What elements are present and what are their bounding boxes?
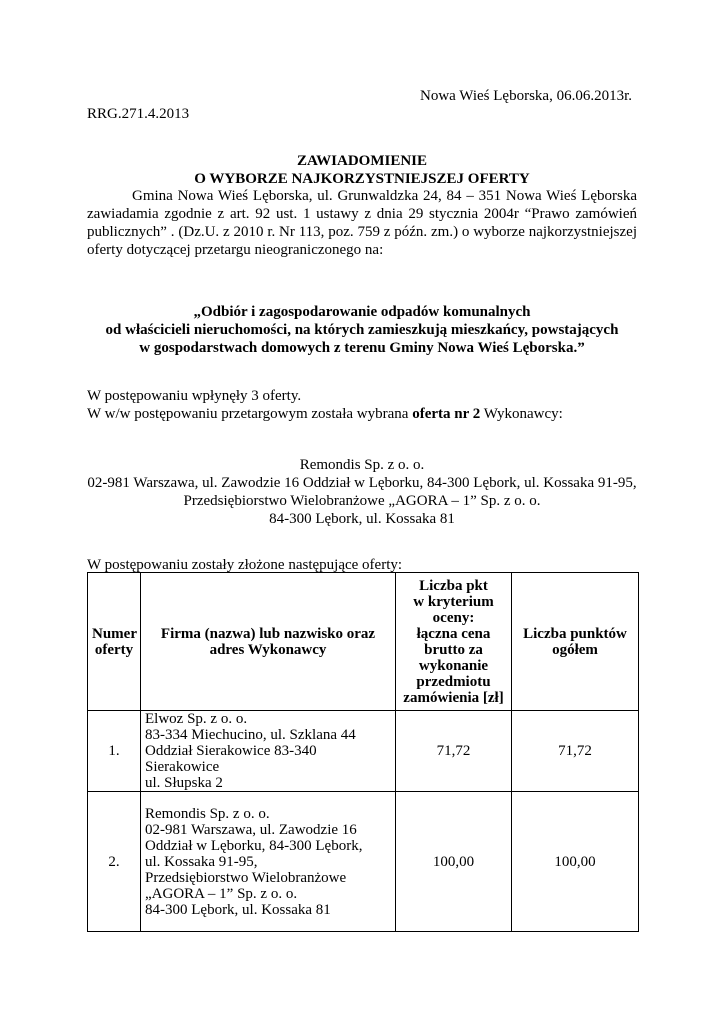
offer-criterion-points: 71,72 [396,711,512,792]
offers-intro-text: W postępowaniu zostały złożone następujące oferty: [87,557,403,573]
offer-number: 1. [88,711,141,792]
table-row [88,711,639,792]
intro-line: Gmina Nowa Wieś Lęborska, ul. Grunwaldzka 24, 84 – 351 Nowa Wieś Lęborska [132,188,637,204]
winner-name: Remondis Sp. z o. o. [299,457,425,473]
document-title: ZAWIADOMIENIE [296,153,428,169]
intro-line: oferty dotyczącej przetargu nieograniczonego na: [87,242,384,258]
table-row [88,792,639,932]
intro-paragraph [87,187,637,259]
offers-count-text: W postępowaniu wpłynęły 3 oferty. [87,388,302,404]
header-total: Liczba punktów ogółem [512,573,639,711]
winner-statement [87,405,563,423]
winner-suffix: Wykonawcy: [480,406,563,422]
header-number: Numer oferty [88,573,141,711]
header-criterion: Liczba pkt w kryterium oceny: łączna cena brutto za wykonanie przedmiotu zamówienia [zł] [396,573,512,711]
offer-criterion-points: 100,00 [396,792,512,932]
tender-subject-line: od właścicieli nieruchomości, na których zamieszkują mieszkańcy, powstających [105,322,619,338]
offer-number: 2. [88,792,141,932]
winner-address-line: Przedsiębiorstwo Wielobranżowe „AGORA – 1” Sp. z o. o. [183,493,541,509]
offers-table [87,572,639,932]
winner-prefix: W w/w postępowaniu przetargowym została wybrana [87,406,413,422]
document-subtitle: O WYBORZE NAJKORZYSTNIEJSZEJ OFERTY [194,171,530,187]
offer-firm: Elwoz Sp. z o. o. 83-334 Miechucino, ul. Szklana 44 Oddział Sierakowice 83-340 Sierakowice ul. Słupska 2 [141,711,396,792]
document-date: Nowa Wieś Lęborska, 06.06.2013r. [420,88,632,104]
winner-address-line: 84-300 Lębork, ul. Kossaka 81 [269,511,455,527]
offer-firm: Remondis Sp. z o. o. 02-981 Warszawa, ul. Zawodzie 16 Oddział w Lęborku, 84-300 Lębork, ul. Kossaka 91-95, Przedsiębiorstwo Wielobranżowe „AGORA – 1” Sp. z o. o. 84-300 Lębork, ul. Kossaka 81 [141,792,396,932]
table-header-row [88,573,639,711]
header-firm: Firma (nazwa) lub nazwisko oraz adres Wykonawcy [141,573,396,711]
intro-line: publicznych” . (Dz.U. z 2010 r. Nr 113, poz. 759 z późn. zm.) o wyborze najkorzystniejszej [87,224,637,240]
tender-subject-line: „Odbiór i zagospodarowanie odpadów komunalnych [193,304,531,320]
offer-total-points: 71,72 [512,711,639,792]
winner-offer-number: oferta nr 2 [412,406,481,422]
intro-line: zawiadamia zgodnie z art. 92 ust. 1 ustawy z dnia 29 stycznia 2004r “Prawo zamówień [87,206,637,222]
tender-subject-line: w gospodarstwach domowych z terenu Gminy Nowa Wieś Lęborska.” [139,340,585,356]
winner-address-line: 02-981 Warszawa, ul. Zawodzie 16 Oddział w Lęborku, 84-300 Lębork, ul. Kossaka 91-95, [87,475,637,491]
offer-total-points: 100,00 [512,792,639,932]
reference-number: RRG.271.4.2013 [87,106,190,122]
